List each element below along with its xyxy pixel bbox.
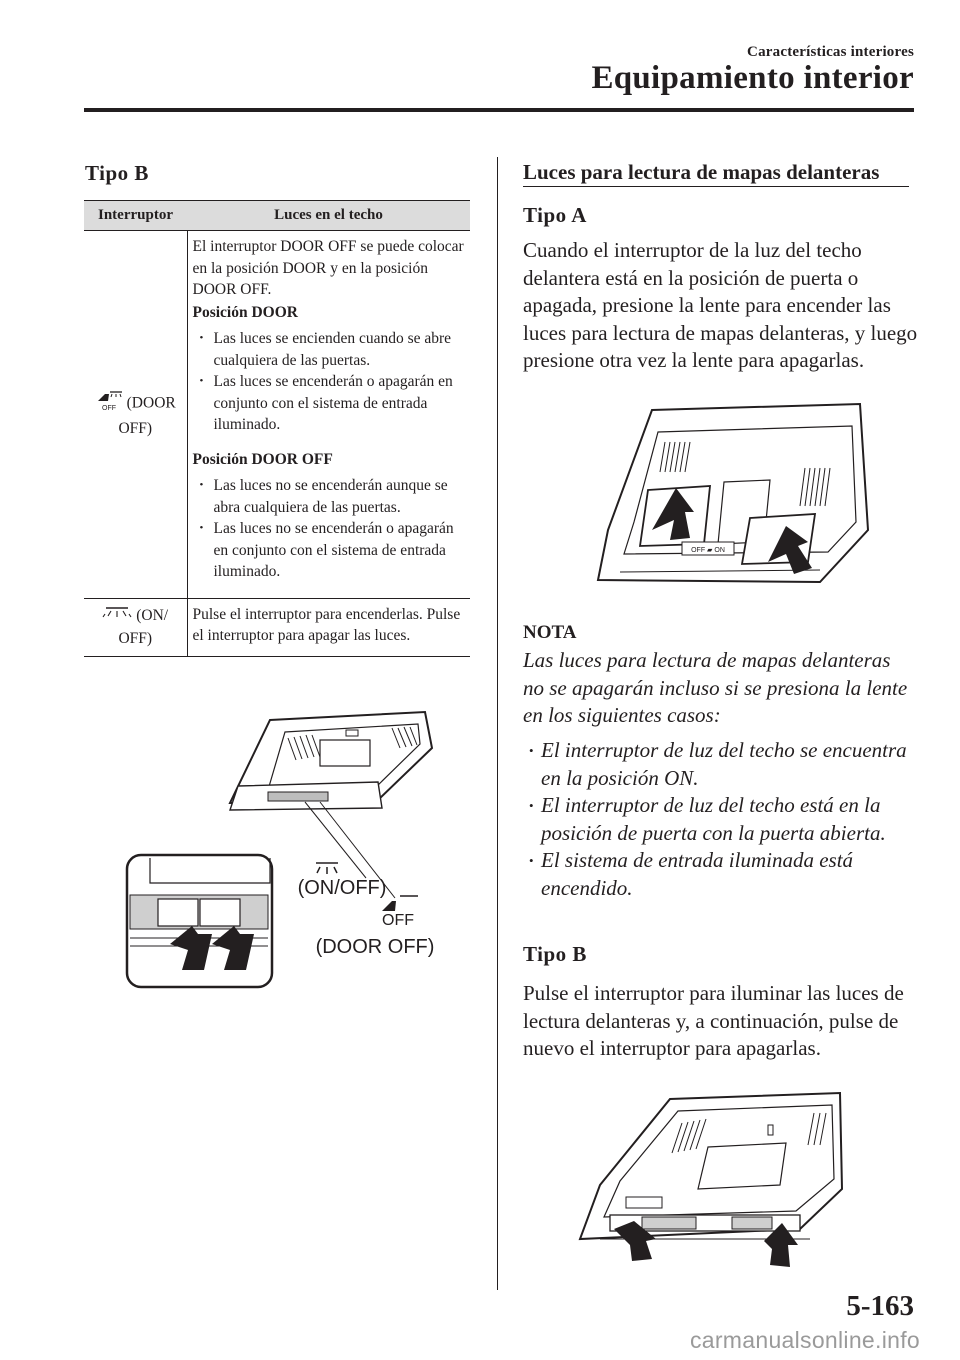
table-row (84, 598, 470, 656)
page-number: 5-163 (846, 1290, 914, 1322)
heading-underline (523, 186, 909, 187)
svg-text:OFF ▰ ON: OFF ▰ ON (691, 547, 725, 554)
map-light-figure-type-a (590, 402, 880, 607)
door-off-position-list (193, 475, 467, 583)
table-row (84, 231, 470, 599)
door-off-position-title: Posición DOOR OFF (192, 450, 333, 468)
header-rule (84, 108, 914, 112)
page-title: Equipamiento interior (591, 60, 914, 96)
switch-label-door-off: (DOOR OFF) (118, 394, 176, 437)
list-item: • El interruptor de luz del techo está en la posición de puerta con la puerta abierta. (523, 792, 915, 847)
right-heading: Luces para lectura de mapas delanteras (523, 160, 880, 184)
list-item: • El interruptor de luz del techo se encuentra en la posición ON. (523, 737, 915, 792)
type-a-heading: Tipo A (523, 203, 587, 227)
table-header-switch: Interruptor (84, 201, 187, 231)
table-header-lights: Luces en el techo (187, 201, 470, 231)
figure-label-off: OFF (382, 912, 414, 929)
door-position-title: Posición DOOR (192, 303, 298, 321)
door-off-light-icon (95, 390, 123, 418)
list-item: • Las luces se encienden cuando se abre cualquiera de las puertas. (193, 328, 467, 371)
switch-label-on-off: (ON/ OFF) (118, 607, 169, 647)
lights-cell-on-off (187, 598, 470, 656)
type-b-paragraph: Pulse el interruptor para iluminar las luces de lectura delanteras y, a continuación, pulse de nuevo el interruptor para apagarlas. (523, 981, 904, 1060)
type-b-heading: Tipo B (523, 942, 587, 966)
list-item: • Las luces no se encenderán o apagarán en conjunto con el sistema de entrada iluminado. (193, 518, 467, 583)
note-text: Las luces para lectura de mapas delanteras no se apagarán incluso si se presiona la lente en los siguientes casos: (523, 648, 908, 727)
list-item: • Las luces no se encenderán aunque se abra cualquiera de las puertas. (193, 475, 467, 518)
door-off-intro: El interruptor DOOR OFF se puede colocar en la posición DOOR y en la posición DOOR OFF. (192, 238, 464, 298)
lights-cell-door-off (187, 231, 470, 599)
on-off-text: Pulse el interruptor para encenderlas. Pulse el interruptor para apagar las luces. (192, 605, 461, 644)
left-heading: Tipo B (85, 161, 149, 185)
overhead-console-figure-type-b (120, 708, 440, 998)
map-light-figure-type-b (560, 1089, 850, 1284)
column-divider (497, 157, 498, 1290)
switch-cell-on-off (84, 598, 187, 656)
figure-label-on-off: (ON/OFF) (297, 877, 387, 899)
svg-text:OFF: OFF (101, 404, 116, 412)
list-item: • El sistema de entrada iluminada está encendido. (523, 847, 915, 902)
table-header-row (84, 201, 470, 231)
list-item: • Las luces se encenderán o apagarán en conjunto con el sistema de entrada iluminado. (193, 371, 467, 436)
section-title: Características interiores (747, 44, 914, 60)
switch-cell-door-off (84, 231, 187, 599)
type-a-paragraph: Cuando el interruptor de la luz del techo delantera está en la posición de puerta o apagada, presione la lente para encender las luces para lectura de mapas delanteras, y luego presione otra vez la lente para apagarlas. (523, 238, 918, 372)
note-list (523, 737, 915, 902)
watermark: carmanualsonline.info (689, 1327, 920, 1353)
figure-label-door-off: (DOOR OFF) (315, 936, 435, 958)
note-heading: NOTA (523, 622, 577, 643)
door-position-list (193, 328, 467, 436)
dome-light-icon (102, 606, 132, 628)
switch-table (84, 200, 470, 657)
